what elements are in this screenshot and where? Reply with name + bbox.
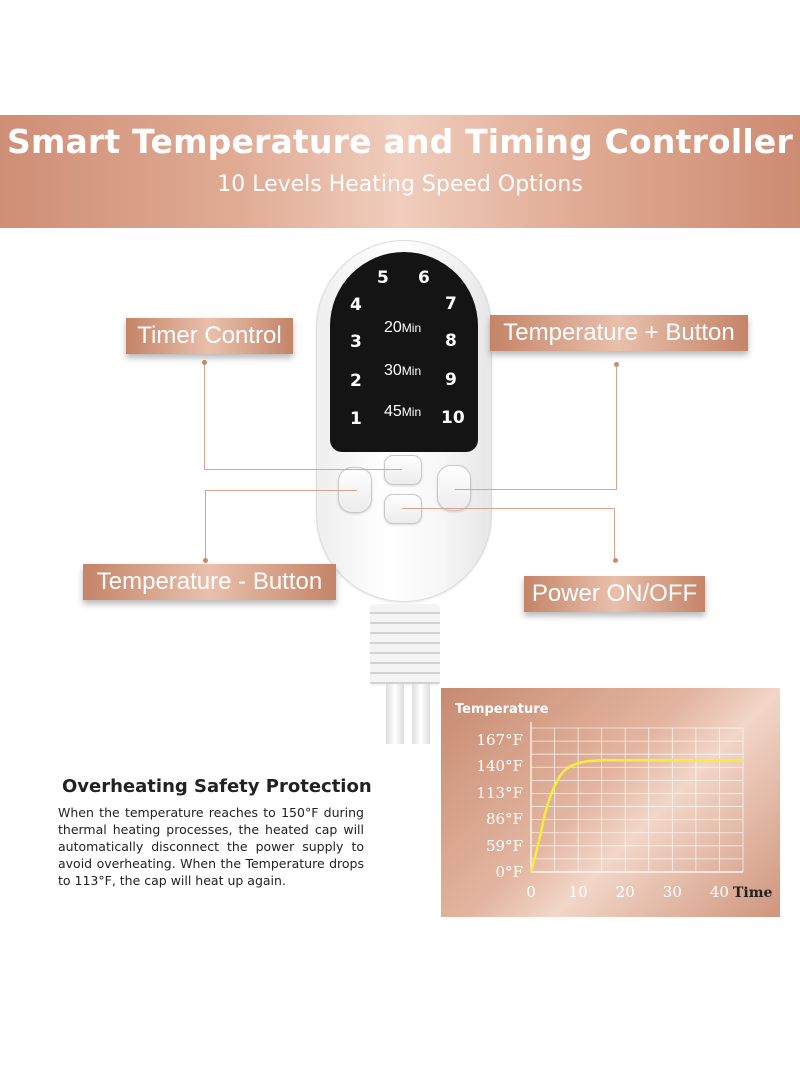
cable-left [386,684,404,744]
y-tick-label: 0°F [495,863,523,881]
x-tick-label: 40 [709,883,729,901]
timer-20-min: 20Min [384,319,422,336]
leader-power-dot [613,558,618,563]
y-tick-label: 113°F [476,784,523,802]
leader-temp-plus-dot [614,362,619,367]
level-9: 9 [445,370,457,390]
page-subtitle: 10 Levels Heating Speed Options [217,172,583,197]
timer-30-min: 30Min [384,362,422,379]
y-tick-label: 86°F [486,810,523,828]
level-5: 5 [377,268,389,288]
temperature-curve [531,760,743,872]
chart-y-label: Temperature [455,702,549,717]
label-timer-control: Timer Control [126,318,293,354]
leader-temp-minus [205,490,357,560]
safety-title: Overheating Safety Protection [62,776,372,797]
y-tick-label: 140°F [476,757,523,775]
level-8: 8 [445,331,457,351]
leader-timer-dot [202,360,207,365]
leader-temp-plus [455,364,617,490]
x-tick-label: 20 [615,883,635,901]
level-7: 7 [445,294,457,314]
level-6: 6 [418,268,430,288]
cable-strain-relief [370,604,440,686]
temperature-chart-panel [441,688,780,917]
timer-45-min: 45Min [384,403,422,420]
level-3: 3 [350,332,362,352]
level-1: 1 [350,409,362,429]
chart-grid [531,722,743,872]
chart-x-label: Time [733,885,773,901]
leader-temp-minus-dot [203,558,208,563]
level-10: 10 [441,408,465,428]
label-power: Power ON/OFF [524,576,705,612]
y-tick-label: 167°F [476,731,523,749]
cable-right [412,684,430,744]
x-tick-label: 0 [526,883,536,901]
leader-power [402,508,615,560]
temperature-chart [441,688,780,917]
y-tick-label: 59°F [486,837,523,855]
leader-timer [204,362,402,470]
label-temperature-plus: Temperature + Button [490,315,748,351]
level-4: 4 [350,295,362,315]
x-tick-label: 10 [568,883,588,901]
x-tick-label: 30 [662,883,682,901]
level-2: 2 [350,371,362,391]
safety-description: When the temperature reaches to 150°F during thermal heating processes, the heated cap will automatically disconnect the power supply to avoid overheating. When the Temperature drops to 113°F, the cap will heat up again. [58,805,364,888]
label-temperature-minus: Temperature - Button [83,564,336,600]
page-title: Smart Temperature and Timing Controller [7,122,793,161]
